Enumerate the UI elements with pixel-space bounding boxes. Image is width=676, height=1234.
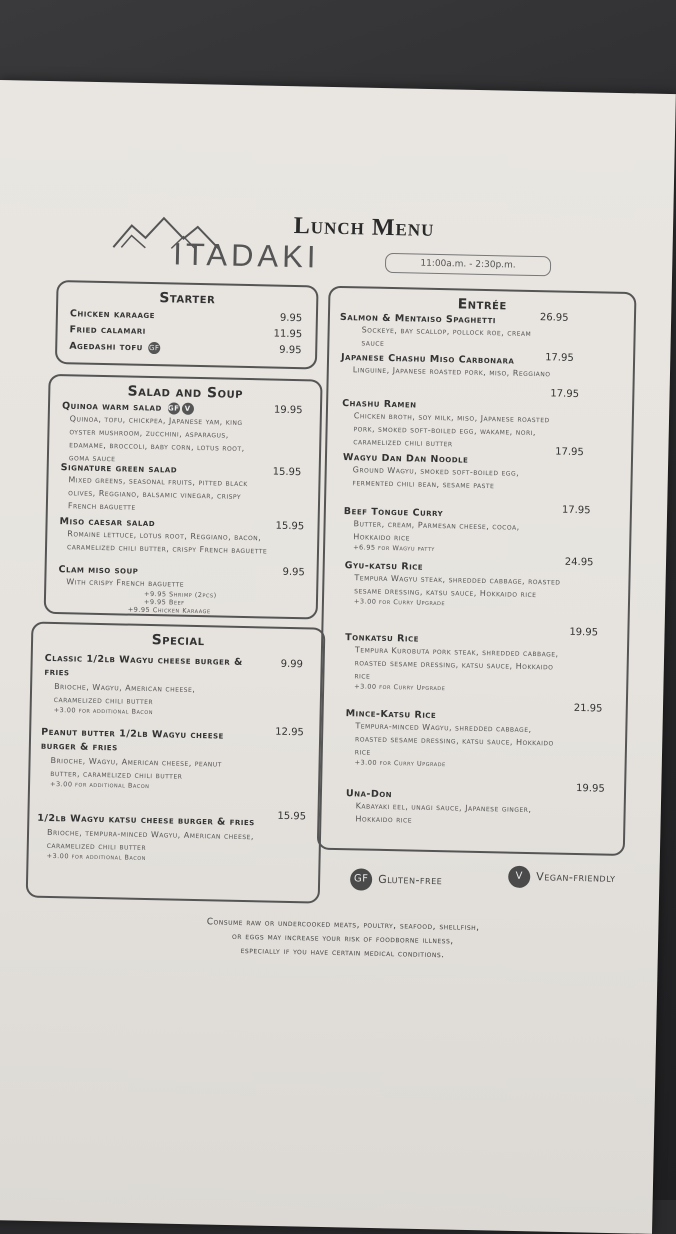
entree-section [317,286,637,856]
item-price: 24.95 [564,556,594,569]
item-price: 21.95 [573,702,603,715]
list-item: Clam miso soup With crispy French baguette +9.95 Shrimp (2pcs) +9.95 Beef +9.95 Chicken Karaage [58,564,217,616]
list-item: Classic 1/2lb Wagyu cheese burger & fries Brioche, Wagyu, American cheese, caramelized chili butter +3.00 for additional Bacon [44,652,243,717]
item-price: 26.95 [539,312,569,324]
list-item: Gyu-katsu Rice Tempura Wagyu steak, shredded cabbage, roasted sesame dressing, katsu sauce, Hokkaido rice +3.00 for Curry Upgrade [344,560,561,608]
item-price: 9.95 [279,344,302,357]
starter-section [55,280,319,369]
food-safety-disclaimer: Consume raw or undercooked meats, poultry, seafood, shellfish, or eggs may increase your risk of foodborne illness, especially if you have certain medical conditions. [206,917,480,961]
vegan-badge-icon: V [508,866,530,888]
item-price: 19.95 [273,404,303,417]
item-price: 11.95 [273,328,303,341]
item-price: 17.95 [561,504,591,517]
page-title: Lunch Menu [293,212,435,242]
item-price: 17.95 [545,352,574,364]
list-item: Mince-Katsu Rice Tempura-minced Wagyu, shredded cabbage, roasted sesame dressing, katsu sauce, Hokkaido rice +3.00 for Curry Upgrade [345,708,554,769]
list-item: Chashu Ramen Chicken broth, soy milk, miso, Japanese roasted pork, smoked soft-boiled egg, wakame, nori, caramelized chili butter [342,398,550,449]
list-item: Quinoa warm salad GF V Quinoa, tofu, chickpea, Japanese yam, king oyster mushroom, zucchini, asparagus, edamame, broccoli, baby corn, lotus root, goma sauce [61,400,245,464]
special-section [26,622,326,904]
item-price: 15.95 [275,520,305,533]
list-item: Signature green salad Mixed greens, seasonal fruits, pitted black olives, Reggiano, balsamic vinegar, crispy French baguette [60,462,248,512]
list-item: Una-Don Kabayaki eel, unagi sauce, Japanese ginger, Hokkaido rice [345,788,532,825]
item-price: 9.99 [280,658,304,671]
list-item: Miso caesar salad Romaine lettuce, lotus root, Reggiano, bacon, caramelized chili butter, crispy French baguette [59,516,268,556]
item-price: 12.95 [275,726,304,739]
list-item: Peanut butter 1/2lb Wagyu cheese burger & fries Brioche, Wagyu, American cheese, peanut butter, caramelized chili butter +3.00 for additional Bacon [40,726,224,791]
salad-soup-section [44,374,323,620]
gluten-free-badge-icon: GF [350,868,372,890]
gluten-free-legend: GF Gluten-free [350,868,443,892]
vegan-badge-icon: V [182,403,194,415]
list-item: Tonkatsu Rice Tempura Kurobuta pork steak, shredded cabbage, roasted sesame dressing, katsu sauce, Hokkaido rice +3.00 for Curry Upgrade [345,632,559,693]
list-item: Fried calamari [69,324,146,337]
special-title: Special [151,632,205,650]
hours-badge: 11:00a.m. - 2:30p.m. [385,253,551,276]
item-price: 17.95 [550,388,580,400]
item-price: 9.95 [282,566,305,579]
item-price: 15.95 [277,810,307,823]
list-item: Japanese Chashu Miso Carbonara Linguine, Japanese roasted pork, miso, Reggiano [340,351,551,379]
item-price: 19.95 [569,626,599,639]
list-item: Agedashi tofu GF [69,340,160,354]
item-price: 9.95 [279,312,303,325]
list-item: Chicken karaage [69,308,156,322]
starter-title: Starter [159,290,216,308]
brand-name: ITADAKI [172,236,320,275]
entree-title: Entrée [457,296,507,314]
list-item: 1/2lb Wagyu katsu cheese burger & fries Brioche, tempura-minced Wagyu, American cheese, caramelized chili butter +3.00 for additional Bacon [37,812,255,862]
gluten-free-badge-icon: GF [168,402,180,414]
vegan-legend: V Vegan-friendly [508,866,616,890]
list-item: Beef Tongue Curry Butter, cream, Parmesan cheese, cocoa, Hokkaido rice +6.95 for Wagyu patty [343,506,520,553]
gluten-free-badge-icon: GF [148,342,160,354]
item-price: 15.95 [272,466,302,479]
item-price: 19.95 [575,782,605,795]
salad-title: Salad and Soup [127,383,244,402]
list-item: Wagyu Dan Dan Noodle Ground Wagyu, smoked soft-boiled egg, fermented chili bean, sesame paste [342,452,520,491]
list-item: Salmon & Mentaiso Spaghetti Sockeye, bay scallop, pollock roe, cream sauce [339,311,532,348]
item-price: 17.95 [555,446,584,459]
